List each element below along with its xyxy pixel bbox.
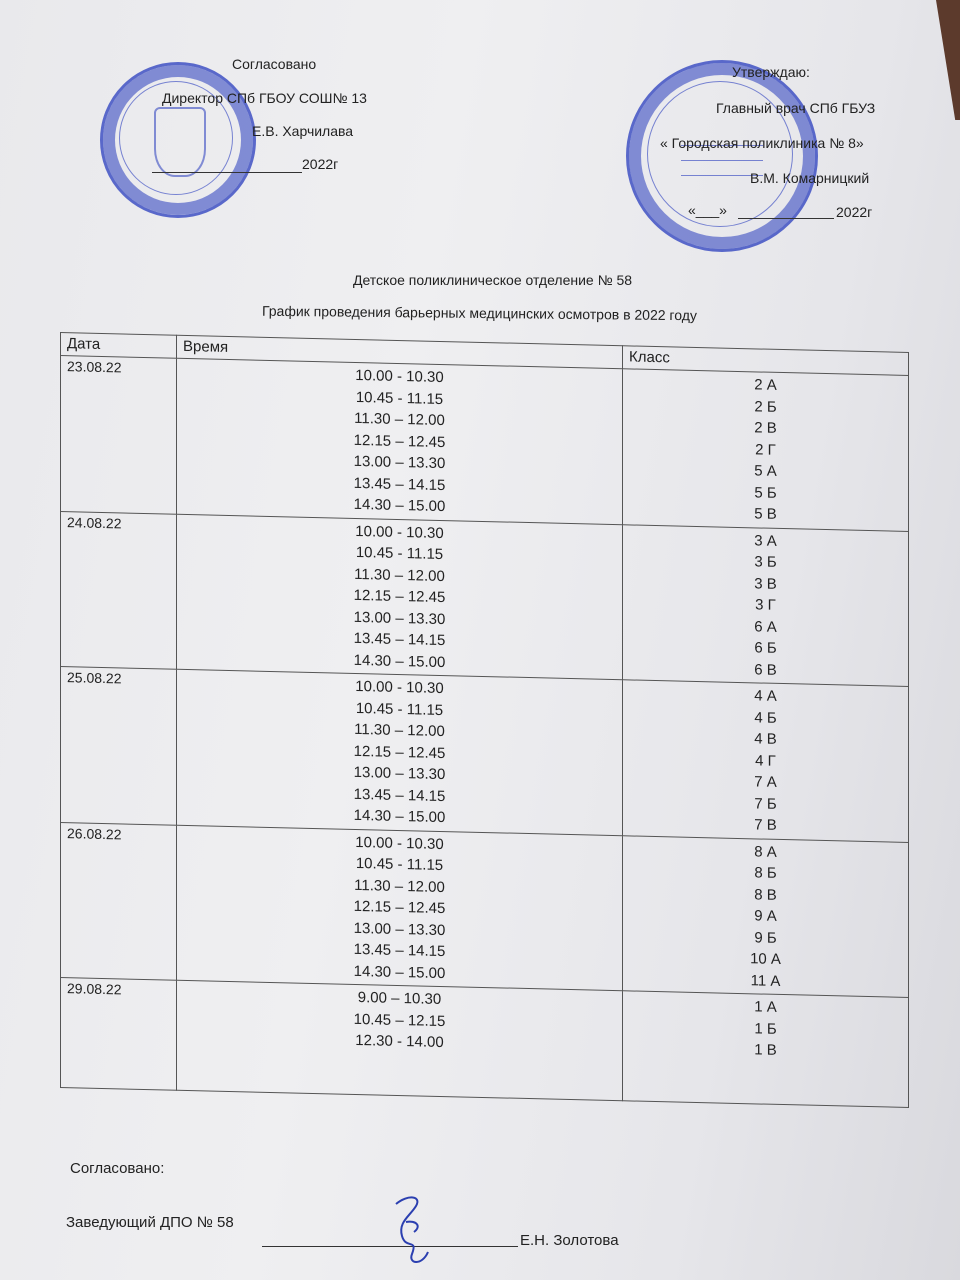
time-slot: 12.30 - 14.00 [355,1031,444,1052]
time-slot: 10.00 - 10.30 [355,366,444,387]
class-name: 8 Б [754,864,777,882]
class-name: 6 А [754,617,777,636]
footer-agreed-label: Согласовано: [70,1160,165,1177]
right-approve-label: Утверждаю: [732,64,810,80]
document-title: Детское поликлиническое отделение № 58 [353,272,633,288]
class-name: 5 А [754,462,777,480]
time-slot: 13.45 – 14.15 [353,629,446,650]
right-signer-name: В.М. Комарницкий [750,170,870,186]
time-slot: 11.30 – 12.00 [354,409,445,430]
left-position: Директор СПб ГБОУ СОШ№ 13 [162,90,367,106]
class-name: 3 А [754,531,777,550]
time-slot: 13.45 – 14.15 [353,474,446,494]
class-cell [623,835,909,997]
class-name: 2 Г [755,440,776,459]
time-slot: 10.45 – 12.15 [353,1010,446,1030]
time-slot: 10.00 - 10.30 [355,833,444,853]
time-slot: 10.45 - 11.15 [355,543,444,564]
footer-position: Заведующий ДПО № 58 [66,1214,234,1231]
class-name: 11 А [750,971,781,990]
time-slot: 10.00 - 10.30 [355,677,444,698]
time-slot: 12.15 – 12.45 [353,897,446,918]
time-cell [177,514,623,680]
right-date: 2022г [836,204,873,220]
time-slot: 12.15 – 12.45 [353,586,446,607]
table-row [61,667,909,842]
right-position: Главный врач СПб ГБУЗ [716,100,876,116]
coat-of-arms-icon [154,107,206,177]
time-slot: 13.45 – 14.15 [353,940,446,961]
time-slot: 9.00 – 10.30 [357,989,442,1008]
left-date: 2022г [302,156,339,172]
time-slot: 14.30 – 15.00 [353,806,446,827]
date-cell: 29.08.22 [61,978,177,1091]
school-seal [100,62,256,218]
class-cell [623,524,909,686]
header-date: Дата [61,333,177,359]
time-cell [177,980,623,1101]
schedule-table [60,332,909,1108]
clinic-seal [626,60,818,252]
class-name: 4 А [754,687,777,705]
class-name: 8 В [754,885,777,904]
time-slot: 11.30 – 12.00 [354,720,445,741]
time-slot: 13.00 – 13.30 [353,608,446,628]
date-cell: 25.08.22 [61,667,177,825]
header-class: Класс [623,346,909,376]
time-slot: 14.30 – 15.00 [353,495,446,516]
right-date-line [738,218,834,219]
time-slot: 11.30 – 12.00 [354,876,445,896]
table-row [61,822,909,997]
class-name: 7 В [754,816,777,834]
class-name: 9 Б [754,928,777,947]
class-name: 3 В [754,574,777,593]
class-name: 3 Г [755,596,776,614]
time-slot: 12.15 – 12.45 [353,431,446,451]
class-name: 7 А [754,773,777,791]
time-slot: 14.30 – 15.00 [353,962,446,982]
class-name: 2 А [754,376,777,394]
class-cell [623,991,909,1108]
class-name: 9 А [754,907,777,925]
time-slot: 14.30 – 15.00 [353,651,446,671]
time-slot: 10.45 - 11.15 [355,854,444,875]
class-name: 1 В [754,1041,777,1059]
handwritten-signature [388,1192,438,1272]
time-slot: 11.30 – 12.00 [354,565,445,585]
left-agreed-label: Согласовано [232,56,317,72]
class-name: 4 Б [754,708,777,727]
time-slot: 10.00 - 10.30 [355,522,444,542]
table-row [61,978,909,1108]
class-name: 6 Б [754,639,777,657]
footer-signer-name: Е.Н. Золотова [520,1232,619,1249]
schedule-table-container [60,332,908,1164]
class-name: 4 В [754,730,777,748]
class-name: 10 А [750,950,781,968]
class-name: 5 Б [754,483,777,502]
left-signer-name: Е.В. Харчилава [252,123,354,139]
background-edge [900,0,960,120]
class-name: 5 В [754,505,777,523]
time-slot: 10.45 - 11.15 [355,388,444,408]
left-date-line [152,172,302,173]
document-subtitle: График проведения барьерных медицинских осмотров в 2022 году [261,302,698,324]
class-name: 2 В [754,419,777,437]
time-cell [177,825,623,991]
class-cell [623,680,909,842]
header-time: Время [177,335,623,369]
class-name: 2 Б [754,397,777,416]
class-name: 4 Г [755,751,776,770]
table-row [61,356,909,531]
time-cell [177,669,623,835]
class-name: 1 А [754,998,777,1016]
date-cell: 24.08.22 [61,511,177,669]
table-row [61,511,909,686]
date-cell: 26.08.22 [61,822,177,980]
right-date-prefix: «___» [688,202,727,218]
class-name: 7 Б [754,794,777,813]
time-slot: 13.00 – 13.30 [353,452,446,473]
time-slot: 12.15 – 12.45 [353,742,446,762]
time-slot: 13.45 – 14.15 [353,785,446,805]
right-org: « Городская поликлиника № 8» [660,135,864,151]
class-name: 6 В [754,660,777,679]
class-name: 3 Б [754,553,777,571]
time-slot: 13.00 – 13.30 [353,763,446,784]
class-name: 8 А [754,842,777,861]
class-cell [623,369,909,531]
time-cell [177,358,623,524]
time-slot: 13.00 – 13.30 [353,919,446,939]
class-name: 1 Б [754,1019,777,1038]
time-slot: 10.45 - 11.15 [355,699,444,719]
date-cell: 23.08.22 [61,356,177,514]
